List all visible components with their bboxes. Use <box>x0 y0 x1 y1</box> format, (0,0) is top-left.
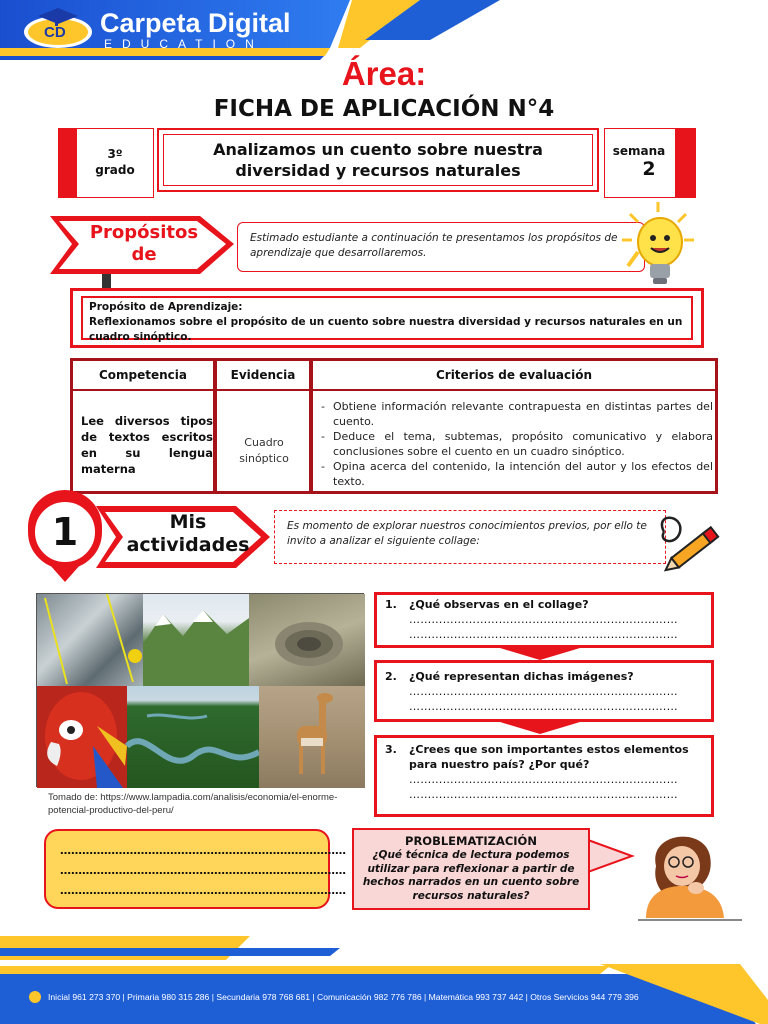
semana-number: 2 <box>642 158 656 180</box>
left-red-bar <box>58 128 76 198</box>
activity-number: 1 <box>28 495 102 569</box>
table-divider <box>213 361 217 491</box>
problematizacion-title: PROBLEMATIZACIÓN <box>405 834 537 848</box>
evaluation-table <box>70 358 718 494</box>
table-divider <box>309 361 313 491</box>
table-header-competencia: Competencia <box>73 361 213 391</box>
proposito-aprendizaje-box <box>70 288 704 348</box>
footer-contacts: Inicial 961 273 370 | Primaria 980 315 286 | Secundaria 978 768 681 | Comunicación 982 776 786 | Matemática 993 737 442 | Otros Servicios 944 779 396 <box>48 992 639 1002</box>
propositos-sign-label: Propósitos de <box>89 222 199 265</box>
logo-initials: CD <box>44 24 66 41</box>
lightbulb-icon <box>620 200 696 292</box>
proposito-text: Reflexionamos sobre el propósito de un cuento sobre nuestra diversidad y recursos naturales en un cuadro sinóptico. <box>89 316 683 343</box>
ficha-title: FICHA DE APLICACIÓN N°4 <box>213 96 555 122</box>
macaw-photo <box>37 686 127 788</box>
question-2-text: ¿Qué representan dichas imágenes? <box>409 670 634 683</box>
question-3-text: ¿Crees que son importantes estos elementos para nuestro país? ¿Por qué? <box>409 743 689 771</box>
grado-label: 3º grado <box>95 147 135 177</box>
table-header-evidencia: Evidencia <box>217 361 309 391</box>
problematizacion-box <box>352 828 590 910</box>
criterios-cell <box>319 399 713 489</box>
thinking-girl-icon <box>634 822 746 922</box>
collage-source-caption: Tomado de: https://www.lampadia.com/analisis/economia/el-enorme-potencial-productivo-del-peru/ <box>48 792 338 816</box>
question-box-3: 3. ¿Crees que son importantes estos elementos para nuestro país? ¿Por qué? ……………………………………………………………… ……………………………………………………………… <box>374 735 714 817</box>
brand-name: Carpeta Digital <box>100 8 291 38</box>
answer-area[interactable] <box>44 829 346 909</box>
mountain-valley-photo <box>143 594 249 686</box>
area-label: Área: <box>341 55 427 92</box>
brand-subtitle: EDUCATION <box>104 37 264 51</box>
criterio-item: - Opina acerca del contenido, la intención del autor y los efectos del texto. <box>319 459 713 489</box>
question-box-2: 2. ¿Qué representan dichas imágenes? ……………………………………………………………… ……………………………………………………………… <box>374 660 714 722</box>
answer-line[interactable]: ……………………………………………………………… <box>409 613 678 626</box>
answer-line[interactable]: …………………………………………………………………… <box>60 864 346 877</box>
amazon-river-photo <box>127 686 259 788</box>
fish-net-photo <box>37 594 143 686</box>
proposito-heading: Propósito de Aprendizaje: <box>89 301 243 313</box>
answer-line[interactable]: ……………………………………………………………… <box>409 788 678 801</box>
criterio-item: - Deduce el tema, subtemas, propósito comunicativo y elabora conclusiones sobre el cuento en un cuadro sinóptico. <box>319 429 713 459</box>
speech-pointer <box>588 838 634 874</box>
header-banner <box>0 0 768 60</box>
problematizacion-question: ¿Qué técnica de lectura podemos utilizar para reflexionar a partir de hechos narrados en un cuento sobre recursos naturales? <box>362 849 580 902</box>
explore-instructions: Es momento de explorar nuestros conocimientos previos, por ello te invito a analizar el siguiente collage: <box>274 510 666 564</box>
semana-label: semana <box>612 144 666 158</box>
answer-line[interactable]: ……………………………………………………………… <box>409 773 678 786</box>
criterio-item: - Obtiene información relevante contrapuesta en distintas partes del cuento. <box>319 399 713 429</box>
table-header-criterios: Criterios de evaluación <box>313 361 715 391</box>
logo-mark <box>18 6 96 52</box>
session-title-box <box>157 128 599 192</box>
competencia-cell: Lee diversos tipos de textos escritos en su lengua materna <box>81 414 213 476</box>
answer-line[interactable]: …………………………………………………………………… <box>60 884 346 897</box>
footer-banner <box>0 930 768 1024</box>
collage-image <box>36 593 364 787</box>
mine-landscape-photo <box>249 594 365 686</box>
activities-title: Mis actividades <box>126 511 250 556</box>
propositos-intro: Estimado estudiante a continuación te presentamos los propósitos de aprendizaje que desarrollaremos. <box>237 222 645 272</box>
vicuna-photo <box>259 686 365 788</box>
answer-line[interactable]: ……………………………………………………………… <box>409 628 678 641</box>
evidencia-cell: Cuadro sinóptico <box>239 436 289 465</box>
question-1-text: ¿Qué observas en el collage? <box>409 598 589 611</box>
question-box-1: 1. ¿Qué observas en el collage? ……………………………………………………………… ……………………………………………………………… <box>374 592 714 648</box>
answer-line[interactable]: …………………………………………………………………… <box>60 844 346 857</box>
question-connector-arrow <box>500 722 580 736</box>
pencil-icon <box>654 512 724 572</box>
answer-line[interactable]: ……………………………………………………………… <box>409 685 678 698</box>
answer-line[interactable]: ……………………………………………………………… <box>409 700 678 713</box>
session-title: Analizamos un cuento sobre nuestra diversidad y recursos naturales <box>163 134 593 186</box>
